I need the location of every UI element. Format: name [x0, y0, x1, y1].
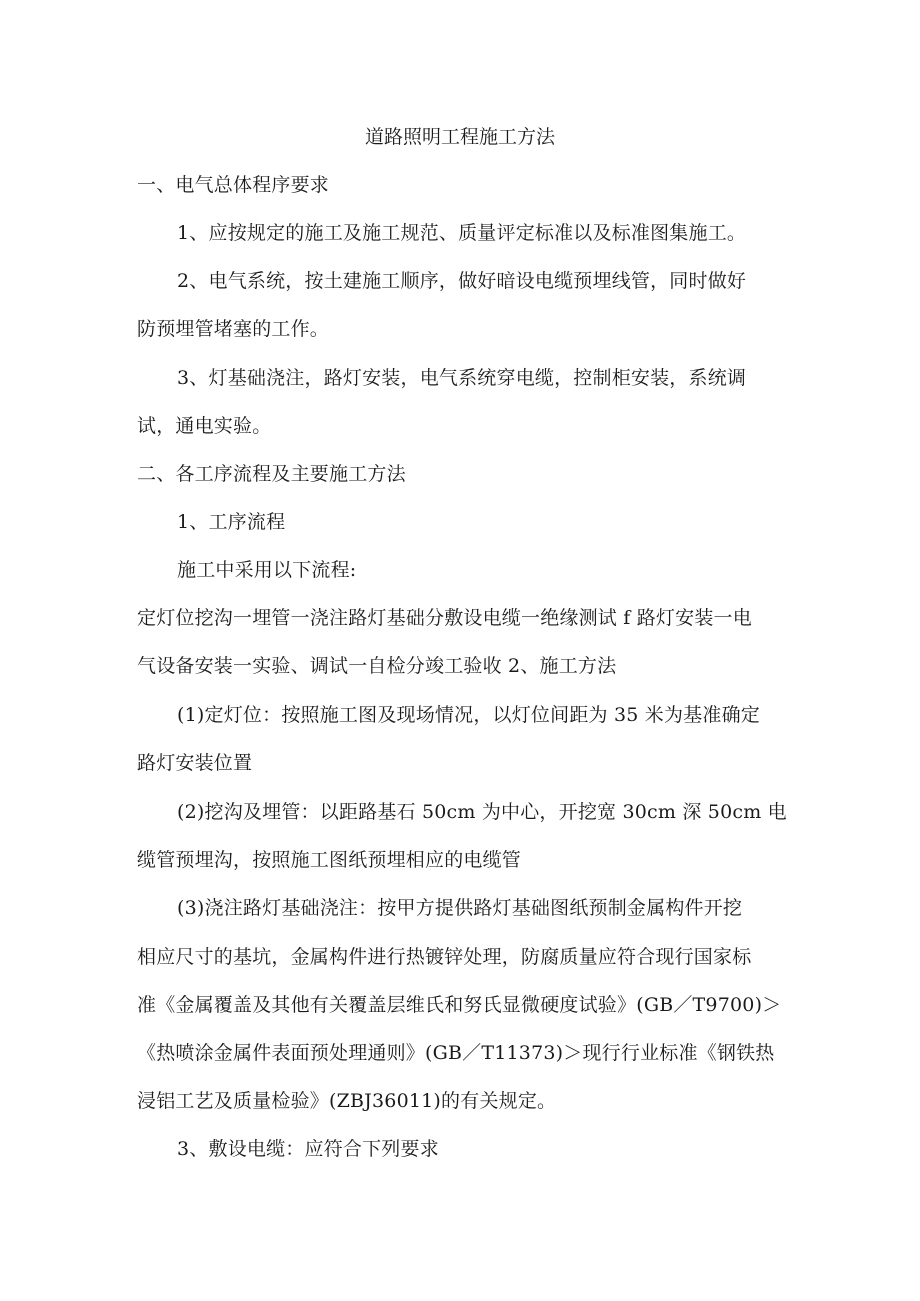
section-heading-2: 二、各工序流程及主要施工方法: [137, 463, 406, 485]
paragraph-line: 《热喷涂金属件表面预处理通则》(GB／T11373)＞现行行业标准《钢铁热: [137, 1042, 775, 1064]
subsection-heading: 1、工序流程: [177, 511, 286, 533]
paragraph-line: 试，通电实验。: [137, 415, 272, 437]
paragraph-line: 浸铝工艺及质量检验》(ZBJ36011)的有关规定。: [137, 1090, 557, 1112]
paragraph-line: 路灯安装位置: [137, 752, 253, 774]
paragraph-line: 1、应按规定的施工及施工规范、质量评定标准以及标准图集施工。: [177, 222, 747, 244]
paragraph-line: (3)浇注路灯基础浇注：按甲方提供路灯基础图纸预制金属构件开挖: [177, 897, 743, 919]
paragraph-line: 2、电气系统，按土建施工顺序，做好暗设电缆预埋线管，同时做好: [177, 270, 747, 292]
section-heading-1: 一、电气总体程序要求: [137, 174, 330, 196]
paragraph-line: 相应尺寸的基坑，金属构件进行热镀锌处理，防腐质量应符合现行国家标: [137, 946, 752, 968]
paragraph-line: 准《金属覆盖及其他有关覆盖层维氏和努氏显微硬度试验》(GB／T9700)＞: [137, 994, 782, 1016]
paragraph-line: 防预埋管堵塞的工作。: [137, 318, 330, 340]
paragraph-line: (1)定灯位：按照施工图及现场情况，以灯位间距为 35 米为基准确定: [177, 704, 760, 726]
paragraph-line: 气设备安装一实验、调试一自检分竣工验收 2、施工方法: [137, 655, 617, 677]
paragraph-line: 3、灯基础浇注，路灯安装，电气系统穿电缆，控制柜安装，系统调: [177, 367, 747, 389]
subsection-heading: 3、敷设电缆：应符合下列要求: [177, 1138, 439, 1160]
paragraph-line: (2)挖沟及埋管：以距路基石 50cm 为中心，开挖宽 30cm 深 50cm 电: [177, 801, 787, 823]
paragraph-line: 定灯位挖沟一埋管一浇注路灯基础分敷设电缆一绝缘测试 f 路灯安装一电: [137, 607, 752, 629]
document-title: 道路照明工程施工方法: [364, 126, 555, 148]
paragraph-line: 缆管预埋沟，按照施工图纸预埋相应的电缆管: [137, 849, 522, 871]
paragraph-line: 施工中采用以下流程:: [177, 559, 357, 581]
